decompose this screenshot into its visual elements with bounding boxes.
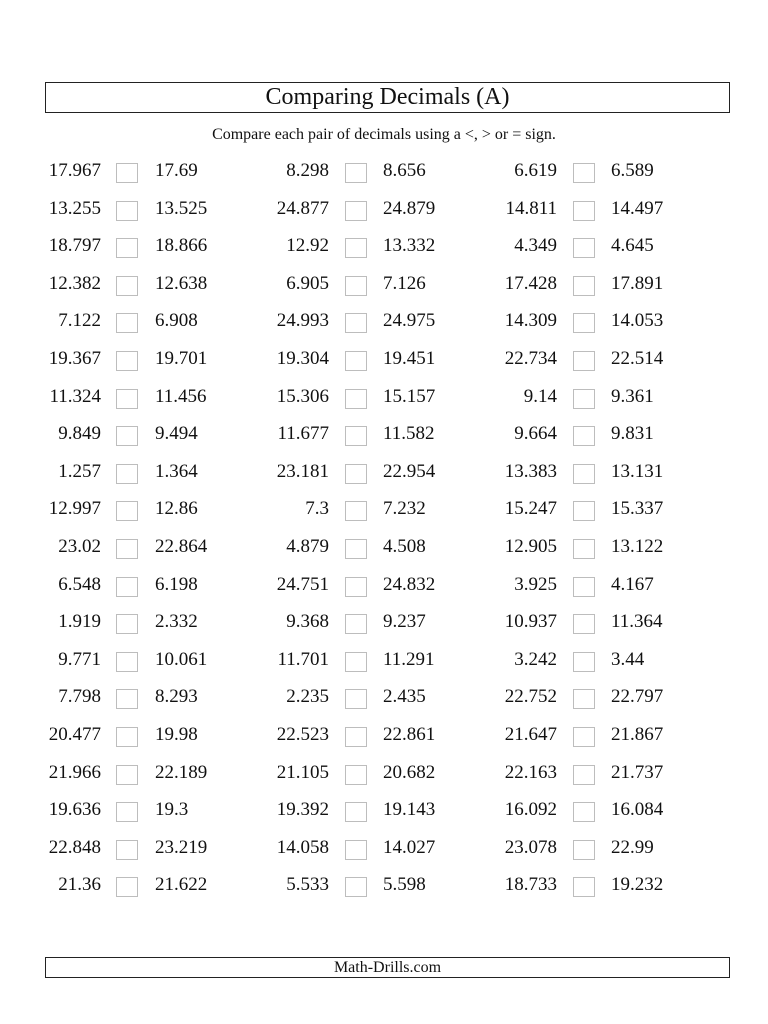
right-decimal: 5.598 xyxy=(383,874,426,896)
problem-row xyxy=(0,378,768,416)
answer-box[interactable] xyxy=(573,351,595,371)
right-decimal: 19.232 xyxy=(611,874,664,896)
problem-item xyxy=(0,791,768,829)
answer-box[interactable] xyxy=(573,501,595,521)
right-decimal: 7.126 xyxy=(383,272,426,294)
answer-box[interactable] xyxy=(573,652,595,672)
problem-row xyxy=(0,791,768,829)
right-decimal: 14.497 xyxy=(611,197,664,219)
right-decimal: 21.867 xyxy=(611,723,664,745)
right-decimal: 9.831 xyxy=(611,423,654,445)
right-decimal: 22.99 xyxy=(611,836,654,858)
left-decimal: 7.3 xyxy=(305,498,329,520)
problem-item xyxy=(0,227,768,265)
right-decimal: 6.198 xyxy=(155,573,198,595)
left-decimal: 6.905 xyxy=(286,272,329,294)
right-decimal: 10.061 xyxy=(155,648,208,670)
instructions: Compare each pair of decimals using a <, > or = sign. xyxy=(212,126,556,143)
right-decimal: 22.861 xyxy=(383,723,436,745)
left-decimal: 10.937 xyxy=(504,611,557,633)
right-decimal: 24.832 xyxy=(383,573,436,595)
right-decimal: 22.189 xyxy=(155,761,208,783)
left-decimal: 9.664 xyxy=(514,423,557,445)
right-decimal: 19.143 xyxy=(383,799,436,821)
left-decimal: 22.163 xyxy=(504,761,557,783)
answer-box[interactable] xyxy=(573,840,595,860)
left-decimal: 9.368 xyxy=(286,611,329,633)
left-decimal: 12.92 xyxy=(286,235,329,257)
problem-item xyxy=(0,302,768,340)
right-decimal: 6.589 xyxy=(611,160,654,181)
left-decimal: 23.078 xyxy=(504,836,557,858)
left-decimal: 4.349 xyxy=(514,235,557,257)
left-decimal: 4.879 xyxy=(286,535,329,557)
answer-box[interactable] xyxy=(573,689,595,709)
left-decimal: 19.636 xyxy=(48,799,101,821)
problem-item xyxy=(0,603,768,641)
left-decimal: 12.905 xyxy=(504,535,557,557)
problem-item xyxy=(0,866,768,904)
left-decimal: 12.997 xyxy=(48,498,101,520)
left-decimal: 22.848 xyxy=(48,836,101,858)
problem-item xyxy=(0,641,768,679)
page-title: Comparing Decimals (A) xyxy=(45,82,730,113)
right-decimal: 9.494 xyxy=(155,423,198,445)
left-decimal: 19.392 xyxy=(276,799,329,821)
left-decimal: 16.092 xyxy=(504,799,557,821)
left-decimal: 12.382 xyxy=(48,272,101,294)
right-decimal: 2.435 xyxy=(383,686,426,708)
left-decimal: 17.967 xyxy=(48,160,101,181)
right-decimal: 19.451 xyxy=(383,347,436,369)
answer-box[interactable] xyxy=(573,877,595,897)
left-decimal: 22.752 xyxy=(504,686,557,708)
right-decimal: 11.456 xyxy=(155,385,207,407)
right-decimal: 11.291 xyxy=(383,648,435,670)
right-decimal: 14.027 xyxy=(383,836,436,858)
left-decimal: 13.383 xyxy=(504,460,557,482)
problem-item xyxy=(0,678,768,716)
problem-item xyxy=(0,453,768,491)
left-decimal: 7.798 xyxy=(58,686,101,708)
left-decimal: 21.647 xyxy=(504,723,557,745)
right-decimal: 7.232 xyxy=(383,498,426,520)
right-decimal: 2.332 xyxy=(155,611,198,633)
right-decimal: 17.891 xyxy=(611,272,664,294)
problem-row xyxy=(0,603,768,641)
problem-item xyxy=(0,190,768,228)
problem-row xyxy=(0,528,768,566)
left-decimal: 11.701 xyxy=(277,648,329,670)
right-decimal: 13.122 xyxy=(611,535,664,557)
left-decimal: 21.36 xyxy=(58,874,101,896)
right-decimal: 15.337 xyxy=(611,498,664,520)
problem-row xyxy=(0,754,768,792)
right-decimal: 1.364 xyxy=(155,460,198,482)
problem-row xyxy=(0,490,768,528)
left-decimal: 13.255 xyxy=(48,197,101,219)
right-decimal: 21.622 xyxy=(155,874,208,896)
problem-row xyxy=(0,641,768,679)
left-decimal: 23.181 xyxy=(276,460,329,482)
left-decimal: 14.058 xyxy=(276,836,329,858)
left-decimal: 24.751 xyxy=(276,573,329,595)
right-decimal: 12.86 xyxy=(155,498,198,520)
problem-item xyxy=(0,528,768,566)
right-decimal: 24.975 xyxy=(383,310,436,332)
problem-row xyxy=(0,678,768,716)
answer-box[interactable] xyxy=(573,802,595,822)
left-decimal: 21.966 xyxy=(48,761,101,783)
right-decimal: 11.364 xyxy=(611,611,663,633)
right-decimal: 20.682 xyxy=(383,761,436,783)
problem-item xyxy=(0,716,768,754)
right-decimal: 14.053 xyxy=(611,310,664,332)
problem-row xyxy=(0,716,768,754)
problem-item xyxy=(0,152,768,190)
right-decimal: 15.157 xyxy=(383,385,436,407)
left-decimal: 21.105 xyxy=(276,761,329,783)
answer-box[interactable] xyxy=(573,313,595,333)
problem-item xyxy=(0,566,768,604)
problem-row xyxy=(0,227,768,265)
answer-box[interactable] xyxy=(573,238,595,258)
left-decimal: 11.677 xyxy=(277,423,329,445)
right-decimal: 6.908 xyxy=(155,310,198,332)
answer-box[interactable] xyxy=(573,614,595,634)
right-decimal: 9.237 xyxy=(383,611,426,633)
left-decimal: 9.771 xyxy=(58,648,101,670)
left-decimal: 22.523 xyxy=(276,723,329,745)
problem-item xyxy=(0,490,768,528)
left-decimal: 18.733 xyxy=(504,874,557,896)
problem-item xyxy=(0,415,768,453)
left-decimal: 7.122 xyxy=(58,310,101,332)
left-decimal: 19.304 xyxy=(276,347,329,369)
problem-item xyxy=(0,754,768,792)
left-decimal: 24.877 xyxy=(276,197,329,219)
right-decimal: 16.084 xyxy=(611,799,664,821)
answer-box[interactable] xyxy=(573,201,595,221)
right-decimal: 9.361 xyxy=(611,385,654,407)
answer-box[interactable] xyxy=(573,539,595,559)
answer-box[interactable] xyxy=(573,577,595,597)
problem-row xyxy=(0,302,768,340)
problem-row xyxy=(0,340,768,378)
right-decimal: 22.864 xyxy=(155,535,208,557)
left-decimal: 23.02 xyxy=(58,535,101,557)
left-decimal: 18.797 xyxy=(48,235,101,257)
answer-box[interactable] xyxy=(573,276,595,296)
problem-row xyxy=(0,866,768,904)
answer-box[interactable] xyxy=(573,389,595,409)
right-decimal: 11.582 xyxy=(383,423,435,445)
left-decimal: 8.298 xyxy=(286,160,329,181)
left-decimal: 6.619 xyxy=(514,160,557,181)
right-decimal: 12.638 xyxy=(155,272,208,294)
left-decimal: 20.477 xyxy=(48,723,101,745)
problem-item xyxy=(0,265,768,303)
problem-row xyxy=(0,265,768,303)
problem-item xyxy=(0,340,768,378)
problem-grid xyxy=(0,152,768,904)
problem-row xyxy=(0,829,768,867)
left-decimal: 6.548 xyxy=(58,573,101,595)
problem-item xyxy=(0,829,768,867)
problem-row xyxy=(0,453,768,491)
right-decimal: 3.44 xyxy=(611,648,645,670)
left-decimal: 15.247 xyxy=(504,498,557,520)
left-decimal: 19.367 xyxy=(48,347,101,369)
problem-row xyxy=(0,152,768,190)
left-decimal: 14.309 xyxy=(504,310,557,332)
right-decimal: 4.645 xyxy=(611,235,654,257)
right-decimal: 4.508 xyxy=(383,535,426,557)
left-decimal: 9.849 xyxy=(58,423,101,445)
right-decimal: 13.131 xyxy=(611,460,664,482)
right-decimal: 22.514 xyxy=(611,347,664,369)
right-decimal: 22.954 xyxy=(383,460,436,482)
right-decimal: 13.332 xyxy=(383,235,436,257)
footer: Math-Drills.com xyxy=(45,957,730,978)
answer-box[interactable] xyxy=(573,464,595,484)
answer-box[interactable] xyxy=(573,727,595,747)
right-decimal: 8.293 xyxy=(155,686,198,708)
right-decimal: 19.3 xyxy=(155,799,189,821)
right-decimal: 8.656 xyxy=(383,160,426,181)
right-decimal: 17.69 xyxy=(155,160,198,181)
problem-row xyxy=(0,190,768,228)
left-decimal: 5.533 xyxy=(286,874,329,896)
right-decimal: 18.866 xyxy=(155,235,208,257)
answer-box[interactable] xyxy=(573,163,595,183)
right-decimal: 23.219 xyxy=(155,836,208,858)
problem-row xyxy=(0,566,768,604)
left-decimal: 22.734 xyxy=(504,347,557,369)
left-decimal: 3.925 xyxy=(514,573,557,595)
answer-box[interactable] xyxy=(573,426,595,446)
left-decimal: 1.919 xyxy=(58,611,101,633)
answer-box[interactable] xyxy=(573,765,595,785)
problem-item xyxy=(0,378,768,416)
left-decimal: 24.993 xyxy=(276,310,329,332)
right-decimal: 22.797 xyxy=(611,686,664,708)
left-decimal: 1.257 xyxy=(58,460,101,482)
right-decimal: 19.701 xyxy=(155,347,208,369)
left-decimal: 9.14 xyxy=(523,385,557,407)
problem-row xyxy=(0,415,768,453)
left-decimal: 17.428 xyxy=(504,272,557,294)
right-decimal: 13.525 xyxy=(155,197,208,219)
right-decimal: 19.98 xyxy=(155,723,198,745)
right-decimal: 21.737 xyxy=(611,761,664,783)
left-decimal: 11.324 xyxy=(49,385,101,407)
right-decimal: 4.167 xyxy=(611,573,654,595)
right-decimal: 24.879 xyxy=(383,197,436,219)
left-decimal: 15.306 xyxy=(276,385,329,407)
left-decimal: 14.811 xyxy=(505,197,557,219)
left-decimal: 2.235 xyxy=(286,686,329,708)
left-decimal: 3.242 xyxy=(514,648,557,670)
